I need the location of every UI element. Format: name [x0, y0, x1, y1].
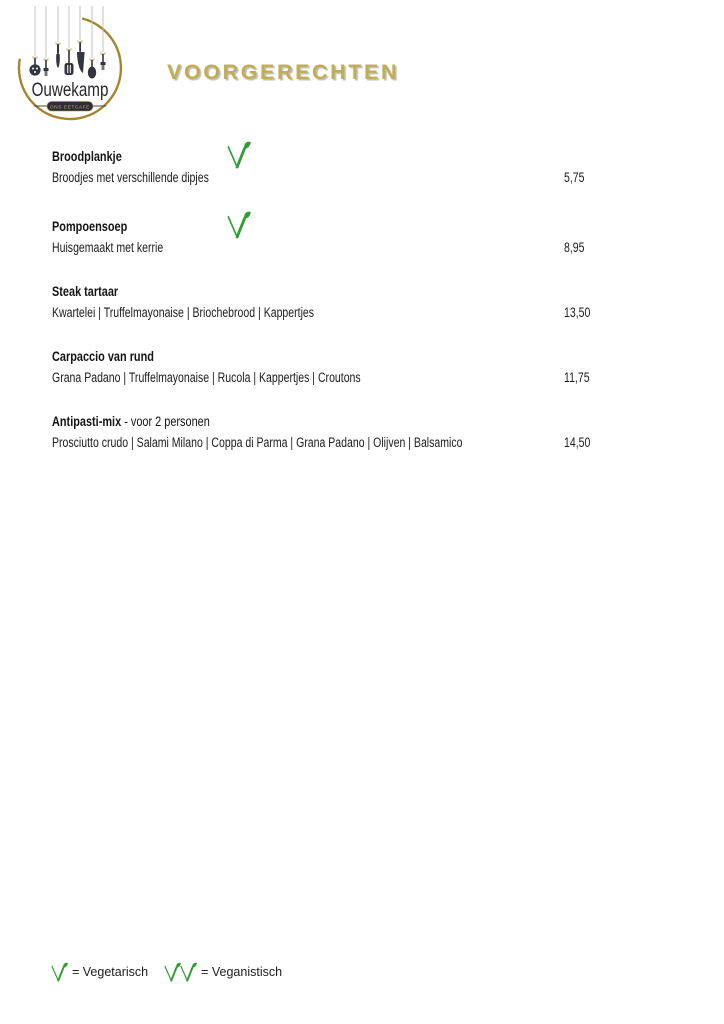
menu-item-name: Broodplankje	[52, 148, 122, 164]
menu-item	[52, 348, 612, 396]
menu-item-price: 5,75	[564, 170, 585, 185]
menu-item-price: 11,75	[564, 370, 590, 385]
page-title: VOORGERECHTEN	[167, 60, 400, 84]
menu-item-price: 14,50	[564, 435, 591, 450]
legend-vegan-icon	[178, 962, 197, 983]
menu-item	[52, 218, 612, 266]
menu-item-name: Pompoensoep	[52, 218, 128, 234]
menu-item-description: Huisgemaakt met kerrie	[52, 240, 164, 255]
menu-item-name-suffix: - voor 2 personen	[121, 413, 210, 429]
logo-graphic	[8, 6, 130, 124]
menu-item-description: Broodjes met verschillende dipjes	[52, 170, 209, 185]
menu-item-price: 13,50	[564, 305, 591, 320]
menu-item-price: 8,95	[564, 240, 585, 255]
menu-item	[52, 413, 612, 461]
vegetarian-icon	[224, 141, 251, 170]
menu-item	[52, 148, 612, 196]
menu-item-description: Grana Padano | Truffelmayonaise | Rucola | Kappertjes | Croutons	[52, 370, 361, 385]
menu-item	[52, 283, 612, 331]
logo-wordmark: Ouwekamp	[31, 78, 109, 101]
legend	[49, 959, 282, 985]
logo-tagline: ONS EETCAFE	[49, 104, 91, 110]
menu-item-name: Carpaccio van rund	[52, 348, 154, 364]
menu-item-description: Prosciutto crudo | Salami Milano | Coppa di Parma | Grana Padano | Olijven | Balsamico	[52, 435, 463, 450]
legend-vegan-label: = Veganistisch	[201, 965, 283, 979]
restaurant-logo	[8, 6, 130, 124]
vegetarian-icon	[224, 211, 251, 240]
menu-item-description: Kwartelei | Truffelmayonaise | Briochebrood | Kappertjes	[52, 305, 315, 320]
menu-item-name: Antipasti-mix	[52, 413, 122, 429]
legend-vegetarian-label: = Vegetarisch	[72, 965, 149, 979]
menu-item-name: Steak tartaar	[52, 283, 119, 299]
legend-vegetarian-icon	[49, 962, 68, 983]
